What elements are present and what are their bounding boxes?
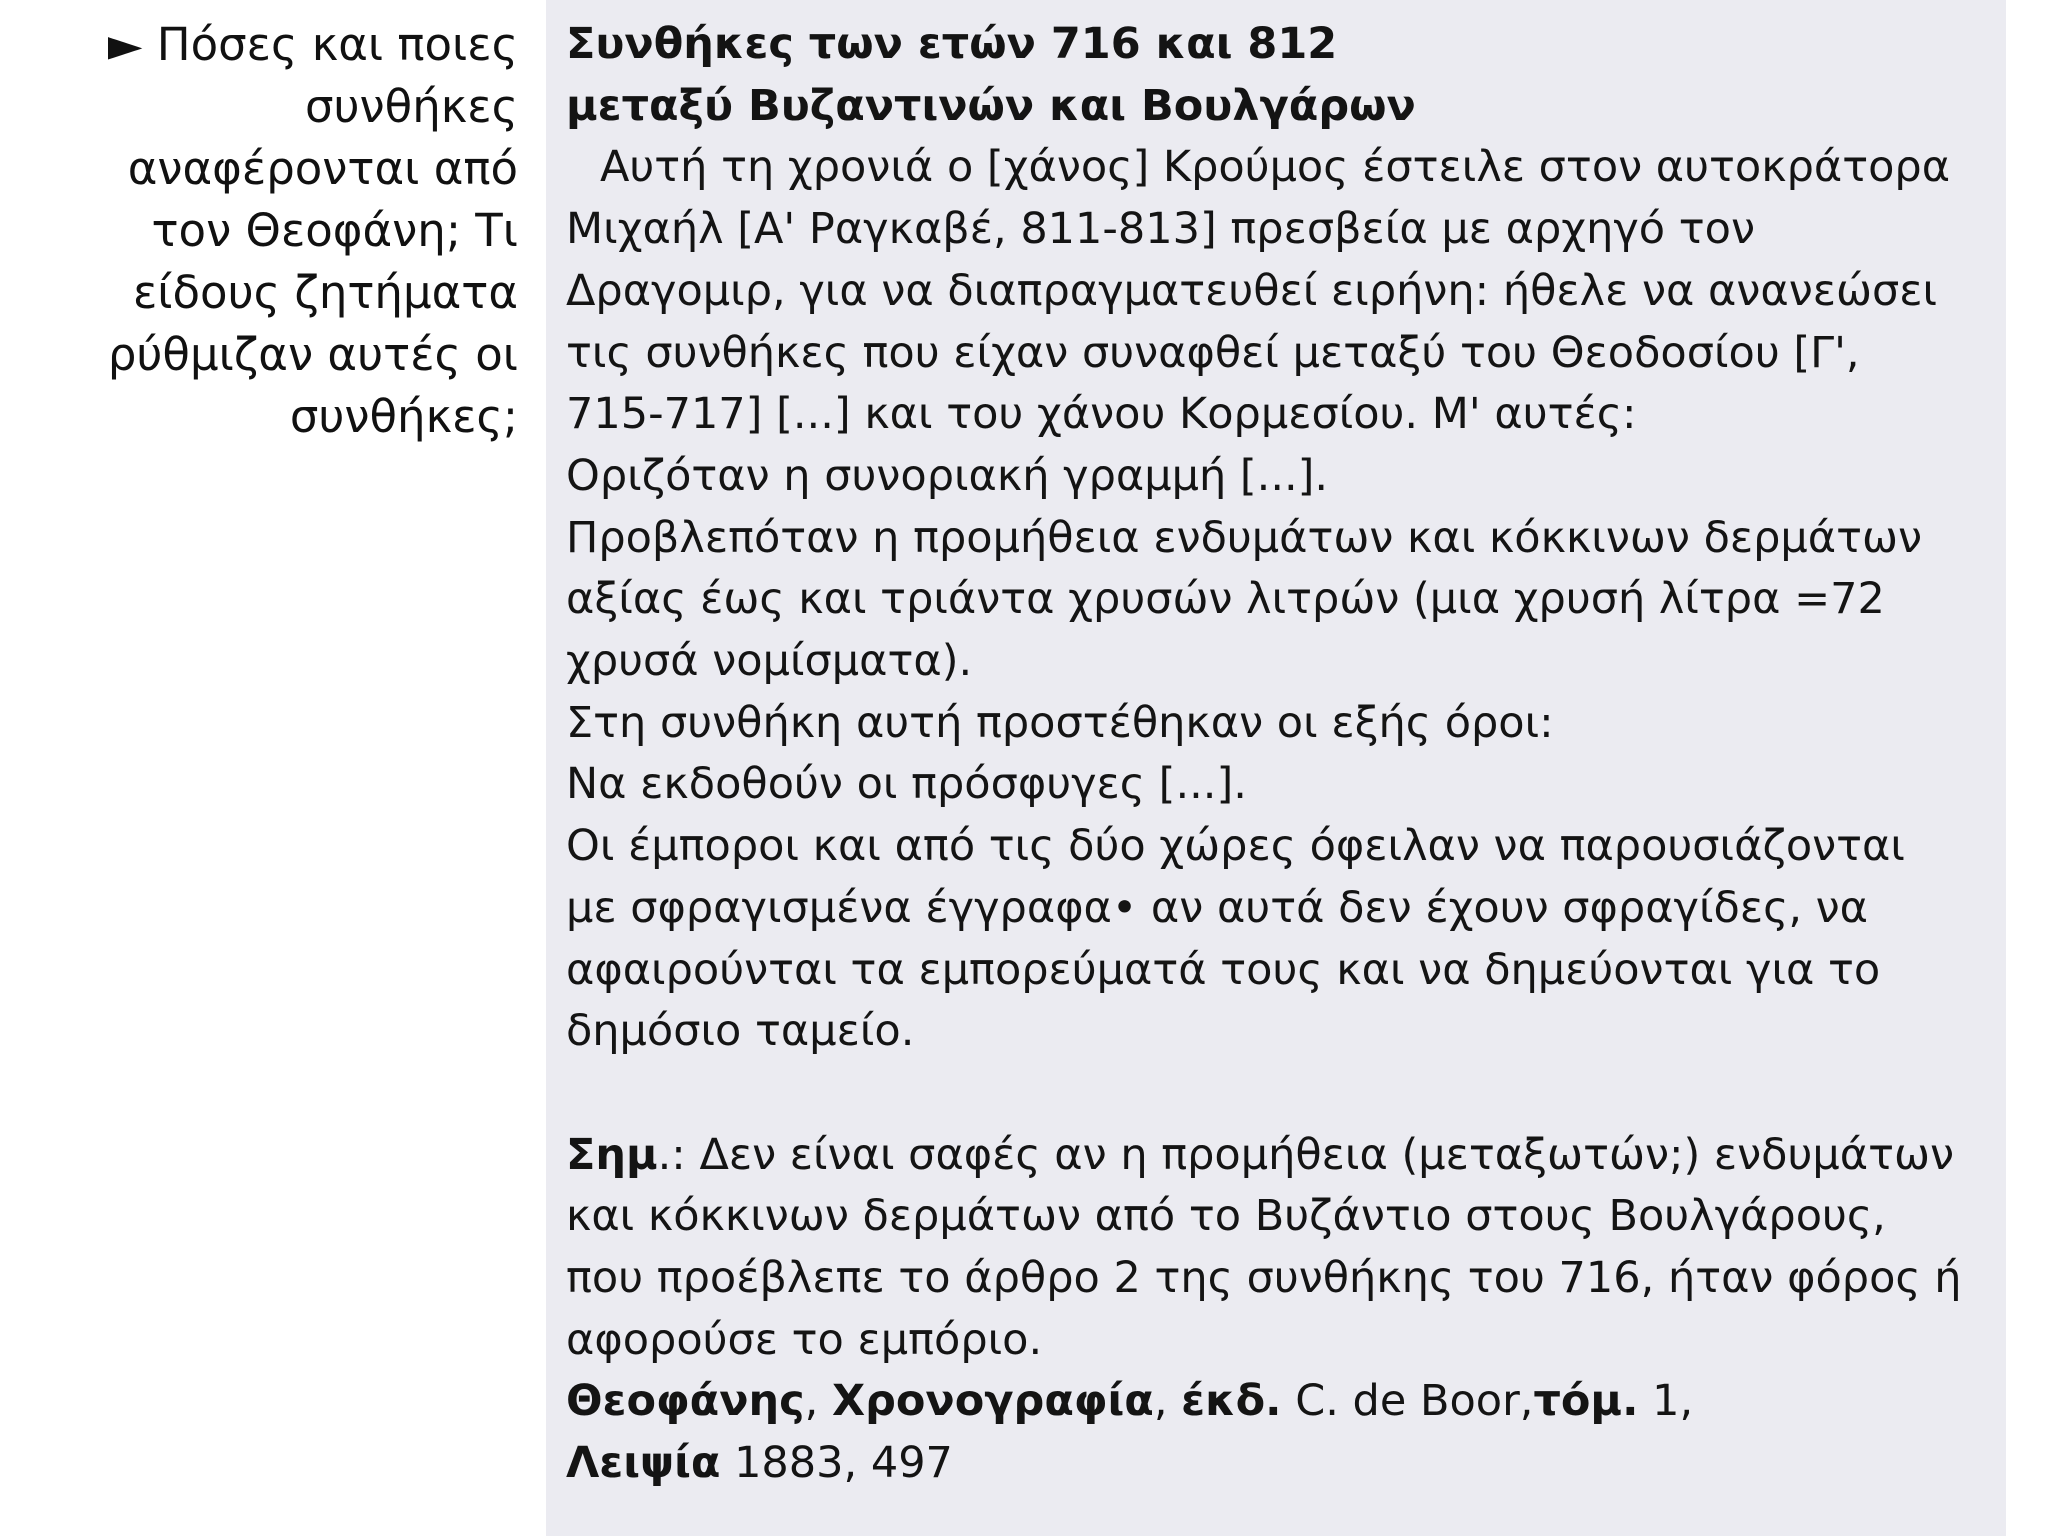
citation-line bbox=[566, 1433, 1996, 1495]
citation-volume-number: 1, bbox=[1638, 1376, 1694, 1427]
note-line: που προέβλεπε το άρθρο 2 της συνθήκης του 716, ήταν φόρος ή bbox=[566, 1253, 1962, 1304]
source-line: Αυτή τη χρονιά ο [χάνος] Κρούμος έστειλε στον αυτοκράτορα bbox=[600, 142, 1951, 193]
note-line: και κόκκινων δερμάτων από το Βυζάντιο στους Βουλγάρους, bbox=[566, 1191, 1886, 1242]
citation-author: Θεοφάνης bbox=[566, 1376, 805, 1427]
source-line: χρυσά νομίσματα). bbox=[566, 636, 973, 687]
arrow-icon: ► bbox=[107, 18, 143, 71]
source-line: Να εκδοθούν οι πρόσφυγες [...]. bbox=[566, 759, 1247, 810]
source-title: Συνθήκες των ετών 716 και 812 bbox=[566, 19, 1338, 69]
spacer bbox=[566, 1063, 1996, 1125]
source-line: Στη συνθήκη αυτή προστέθηκαν οι εξής όροι: bbox=[566, 697, 1554, 748]
source-line: τις συνθήκες που είχαν συναφθεί μεταξύ του Θεοδοσίου [Γ', bbox=[566, 327, 1860, 378]
source-line: Οι έμποροι και από τις δύο χώρες όφειλαν να παρουσιάζονται bbox=[566, 821, 1905, 872]
citation-work: Χρονογραφία bbox=[831, 1376, 1154, 1427]
source-line: Δραγομιρ, για να διαπραγματευθεί ειρήνη: ήθελε να ανανεώσει bbox=[566, 265, 1938, 316]
citation-place: Λειψία bbox=[566, 1438, 721, 1489]
citation-line: Θεοφάνης, Χρονογραφία, έκδ. C. de Boor,τόμ. 1, bbox=[566, 1376, 1694, 1427]
citation-year-page: 1883, 497 bbox=[720, 1438, 953, 1489]
question-line: αναφέρονται από bbox=[127, 142, 518, 195]
question-line: ► Πόσες και ποιες bbox=[107, 18, 518, 71]
source-line: αφαιρούνται τα εμπορεύματά τους και να δημεύονται για το bbox=[566, 944, 1881, 995]
citation-volume-label: τόμ. bbox=[1533, 1376, 1639, 1427]
source-line: 715-717] [...] και του χάνου Κορμεσίου. Μ' αυτές: bbox=[566, 389, 1637, 440]
source-line: Οριζόταν η συνοριακή γραμμή [...]. bbox=[566, 450, 1329, 501]
question-line: τον Θεοφάνη; Τι bbox=[151, 204, 518, 257]
source-line: Μιχαήλ [Α' Ραγκαβέ, 811-813] πρεσβεία με αρχηγό τον bbox=[566, 204, 1755, 255]
note-label: Σημ bbox=[566, 1129, 658, 1180]
question-line: συνθήκες bbox=[304, 80, 518, 133]
note-line: αφορούσε το εμπόριο. bbox=[566, 1314, 1043, 1365]
source-text bbox=[566, 14, 1996, 1495]
note-line: Σημ.: Δεν είναι σαφές αν η προμήθεια (μεταξωτών;) ενδυμάτων bbox=[566, 1129, 1954, 1180]
source-line: αξίας έως και τριάντα χρυσών λιτρών (μια χρυσή λίτρα =72 bbox=[566, 574, 1885, 625]
citation-editor: C. de Boor, bbox=[1281, 1376, 1534, 1427]
source-line: Προβλεπόταν η προμήθεια ενδυμάτων και κόκκινων δερμάτων bbox=[566, 512, 1923, 563]
question-line: είδους ζητήματα bbox=[132, 266, 518, 319]
source-line: με σφραγισμένα έγγραφα• αν αυτά δεν έχουν σφραγίδες, να bbox=[566, 882, 1869, 933]
question-line: συνθήκες; bbox=[289, 390, 518, 443]
source-line: δημόσιο ταμείο. bbox=[566, 1006, 915, 1057]
citation-edition-label: έκδ. bbox=[1181, 1376, 1282, 1427]
question-text bbox=[40, 14, 518, 448]
source-subtitle: μεταξύ Βυζαντινών και Βουλγάρων bbox=[566, 80, 1416, 131]
question-line: ρύθμιζαν αυτές οι bbox=[107, 328, 518, 381]
